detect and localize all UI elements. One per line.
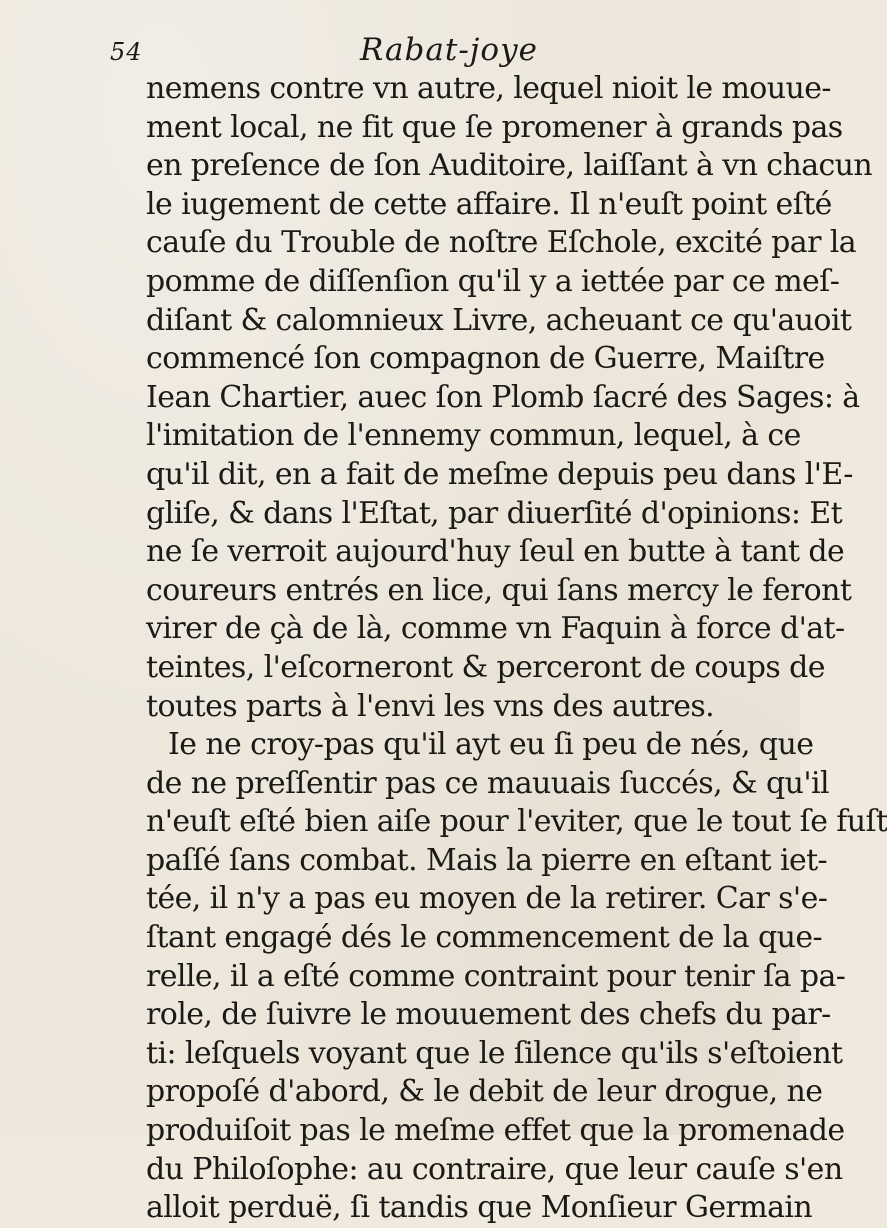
text-line: teintes, l'eſcorneront & perceront de coups de	[146, 649, 825, 685]
text-line: relle, il a eſté comme contraint pour tenir ſa pa-	[146, 958, 846, 994]
text-line: le iugement de cette affaire. Il n'euſt point eſté	[146, 186, 832, 222]
text-line: role, de ſuivre le mouuement des chefs du par-	[146, 997, 831, 1033]
text-line: Iean Chartier, auec ſon Plomb ſacré des Sages: à	[146, 379, 860, 415]
text-line: ne ſe verroit aujourd'huy ſeul en butte à tant de	[146, 534, 845, 570]
text-line: diſant & calomnieux Livre, acheuant ce qu'auoit	[146, 302, 852, 338]
body-text	[146, 70, 887, 1228]
text-line: nemens contre vn autre, lequel nioit le mouue-	[146, 71, 831, 106]
text-line: n'euſt eſté bien aiſe pour l'eviter, que le tout ſe fuſt	[146, 804, 887, 840]
text-line: pomme de diſſenſion qu'il y a iettée par ce meſ-	[146, 263, 840, 299]
text-line: ti: leſquels voyant que le ſilence qu'ils s'eſtoient	[146, 1035, 843, 1071]
text-line: gliſe, & dans l'Eſtat, par diuerſité d'opinions: Et	[146, 495, 843, 531]
text-line: produiſoit pas le meſme effet que la promenade	[146, 1113, 845, 1149]
text-line: cauſe du Trouble de noſtre Eſchole, excité par la	[146, 225, 857, 261]
page-number: 54	[110, 38, 143, 66]
text-line: de ne preſſentir pas ce mauuais ſuccés, & qu'il	[146, 765, 829, 801]
text-line: ment local, ne fit que ſe promener à grands pas	[146, 109, 843, 145]
text-line: en preſence de ſon Auditoire, laiſſant à vn chacun	[146, 148, 873, 184]
text-line: propoſé d'abord, & le debit de leur drogue, ne	[146, 1074, 823, 1110]
page-header	[110, 32, 710, 68]
text-line: l'imitation de l'ennemy commun, lequel, à ce	[146, 418, 801, 454]
text-line: toutes parts à l'envi les vns des autres.	[146, 688, 715, 724]
running-head: Rabat-joye	[360, 32, 538, 68]
text-line: commencé ſon compagnon de Guerre, Maiſtre	[146, 341, 825, 377]
paragraph-start-line: Ie ne croy-pas qu'il ayt eu ſi peu de nés, que	[168, 727, 814, 763]
text-line: qu'il dit, en a fait de meſme depuis peu dans l'E-	[146, 456, 853, 492]
text-line: alloit perduë, ſi tandis que Monſieur Germain	[146, 1190, 813, 1226]
text-line: paſſé ſans combat. Mais la pierre en eſtant iet-	[146, 842, 828, 878]
text-line: tée, il n'y a pas eu moyen de la retirer. Car s'e-	[146, 881, 828, 917]
text-line: du Philoſophe: au contraire, que leur cauſe s'en	[146, 1151, 843, 1187]
text-line: ſtant engagé dés le commencement de la que-	[146, 920, 823, 956]
text-line: coureurs entrés en lice, qui ſans mercy le feront	[146, 572, 852, 608]
text-line: virer de çà de là, comme vn Faquin à force d'at-	[146, 611, 845, 647]
